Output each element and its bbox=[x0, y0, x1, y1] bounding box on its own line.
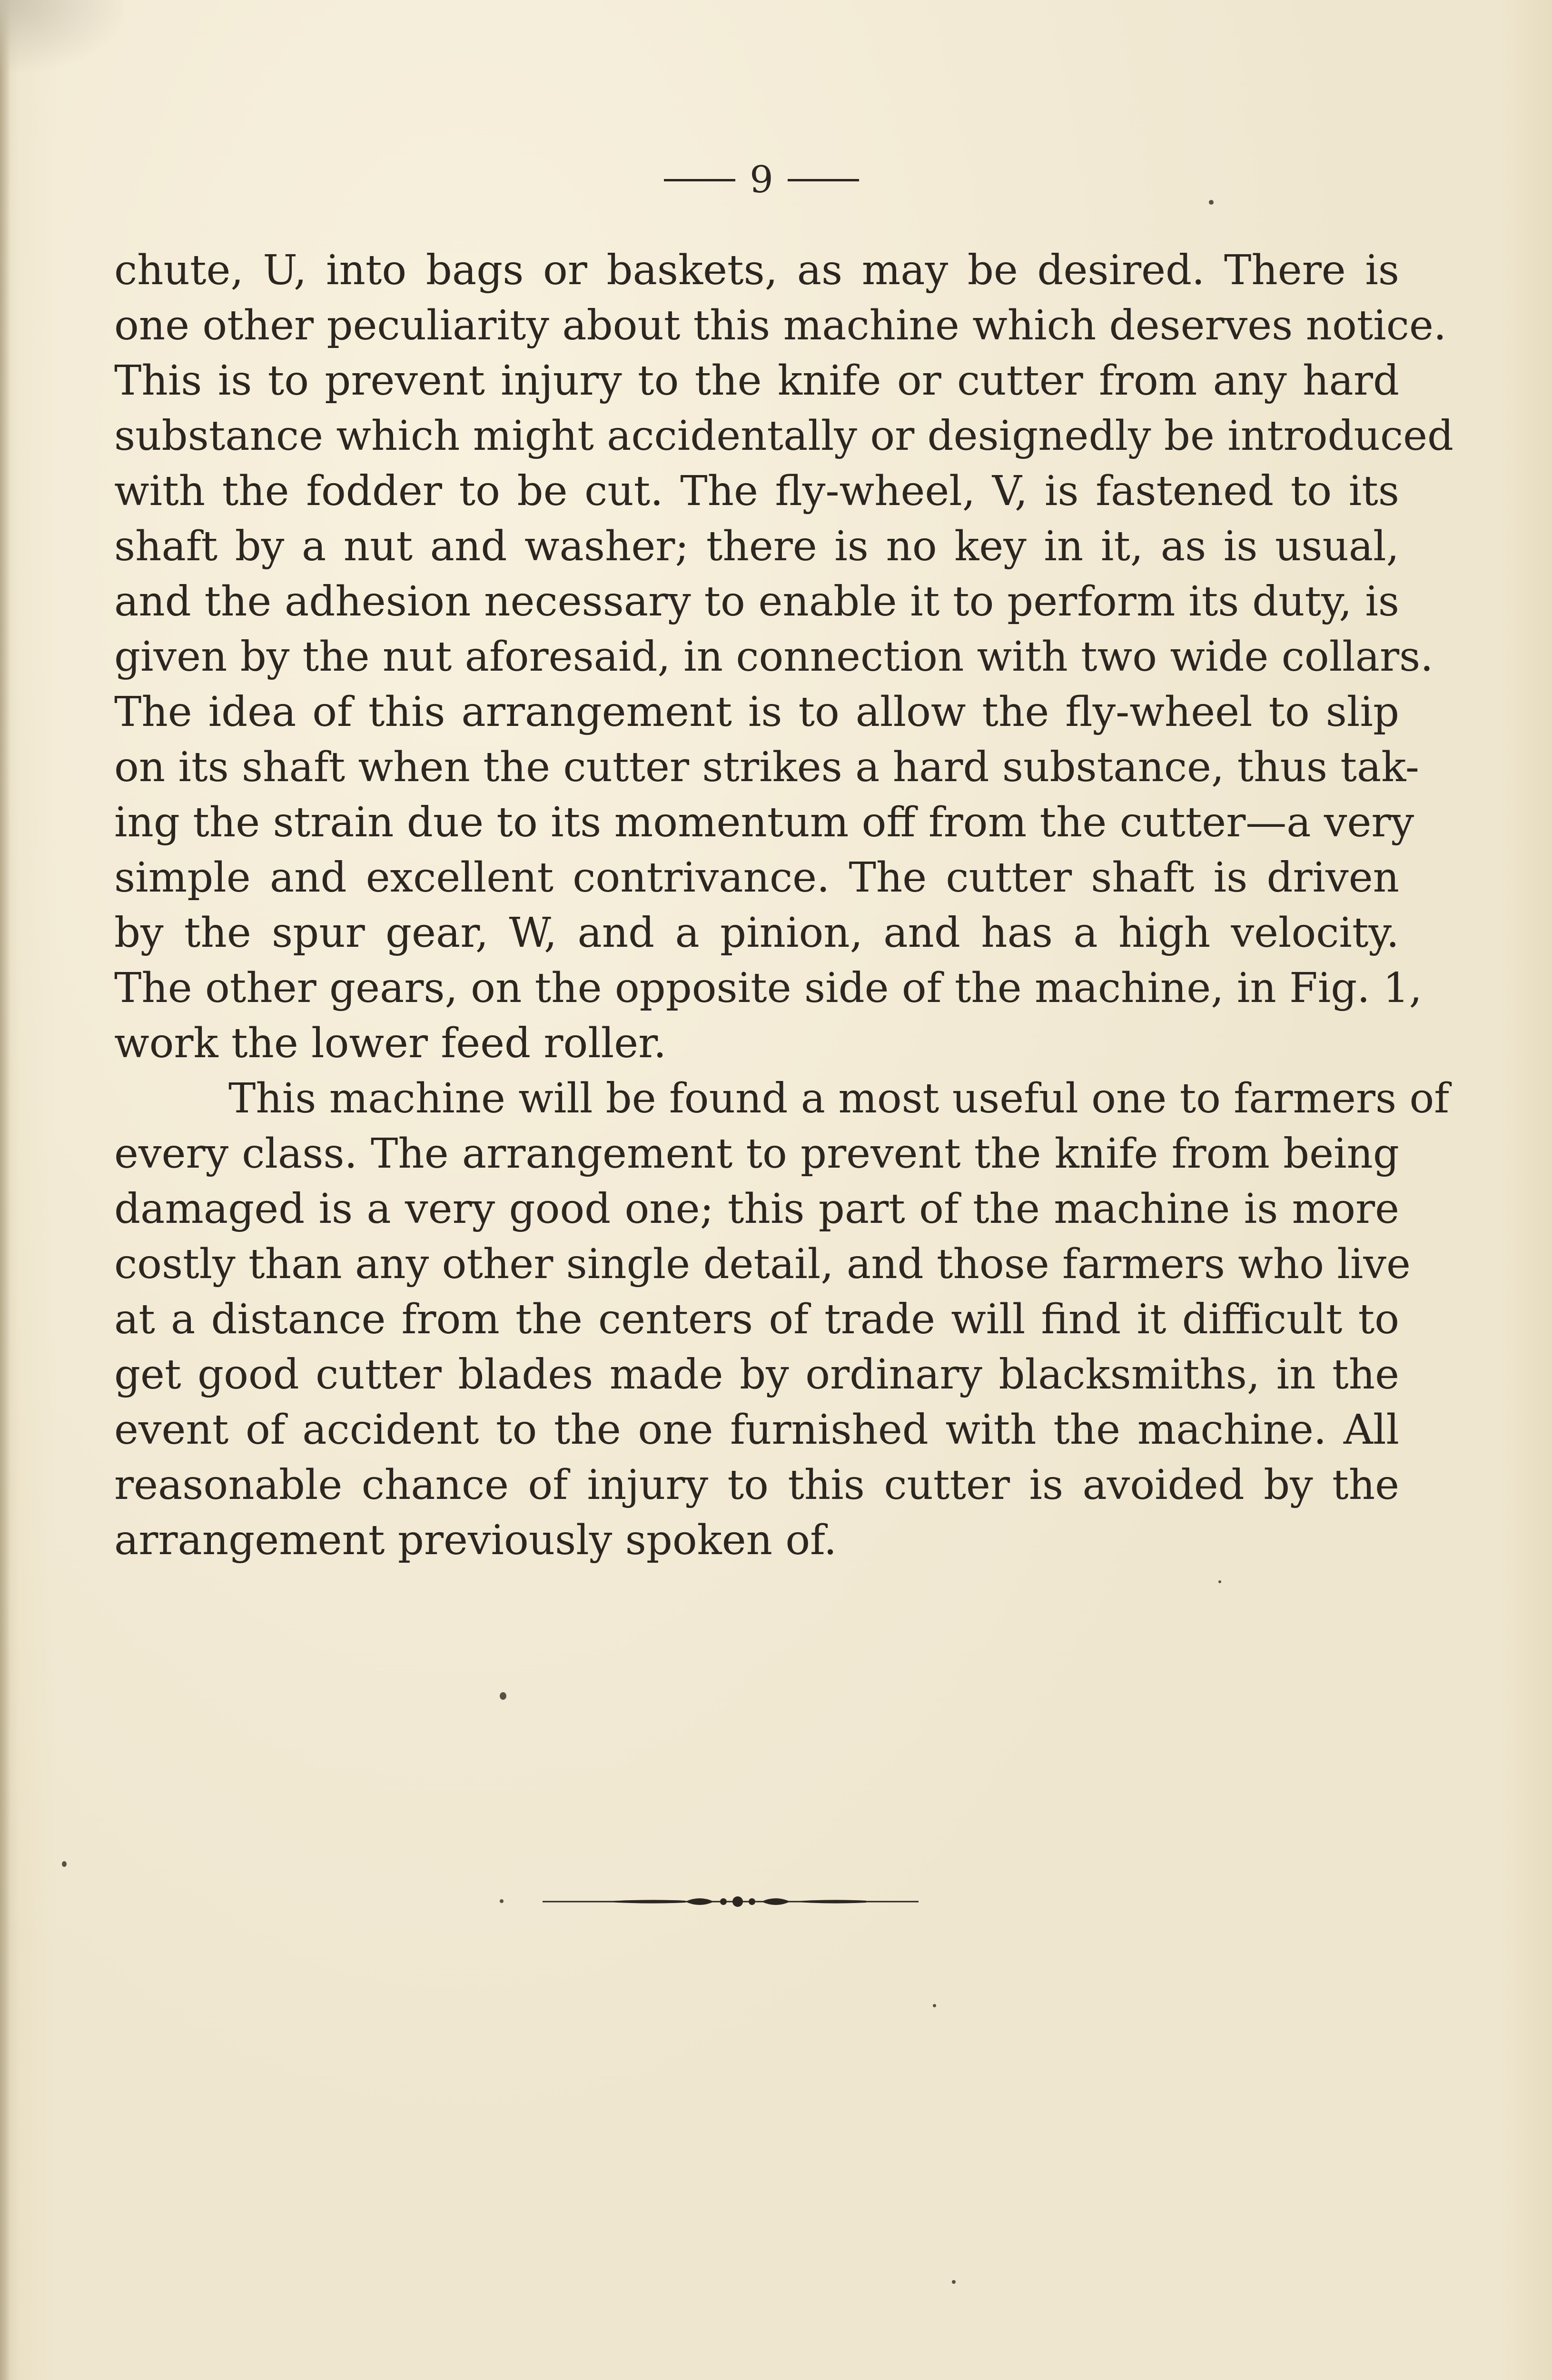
text-line: ing the strain due to its momentum off from the cutter—a very bbox=[114, 799, 1414, 846]
page-number: 9 bbox=[750, 159, 773, 201]
page-header bbox=[619, 151, 904, 208]
ornament-divider bbox=[543, 1892, 919, 1911]
text-line: work the lower feed roller. bbox=[114, 1020, 667, 1067]
text-line: arrangement previously spoken of. bbox=[114, 1517, 837, 1564]
text-line: every class. The arrangement to prevent the knife from being bbox=[114, 1130, 1399, 1178]
text-line: with the fodder to be cut. The fly-wheel, V, is fastened to its bbox=[114, 467, 1399, 515]
text-line: event of accident to the one furnished with the machine. All bbox=[114, 1406, 1399, 1454]
text-line: This is to prevent injury to the knife or cutter from any hard bbox=[114, 357, 1399, 405]
text-line: The other gears, on the opposite side of the machine, in Fig. 1, bbox=[114, 964, 1423, 1012]
text-line: substance which might accidentally or designedly be introduced bbox=[114, 412, 1454, 460]
text-line: simple and excellent contrivance. The cutter shaft is driven bbox=[114, 854, 1399, 902]
text-line: and the adhesion necessary to enable it to perform its duty, is bbox=[114, 578, 1399, 625]
header-dash-right bbox=[788, 179, 859, 181]
text-line: chute, U, into bags or baskets, as may be desired. There is bbox=[114, 247, 1399, 294]
text-line: shaft by a nut and washer; there is no key in it, as is usual, bbox=[114, 523, 1399, 570]
text-line: costly than any other single detail, and those farmers who live bbox=[114, 1240, 1411, 1288]
body-text bbox=[114, 243, 1454, 1568]
text-line: The idea of this arrangement is to allow the fly-wheel to slip bbox=[114, 688, 1399, 736]
text-line: at a distance from the centers of trade will find it difficult to bbox=[114, 1296, 1399, 1343]
spine-shadow bbox=[0, 0, 10, 2380]
paragraph-1 bbox=[114, 243, 1454, 1071]
text-line: reasonable chance of injury to this cutter is avoided by the bbox=[114, 1461, 1399, 1509]
text-line: get good cutter blades made by ordinary blacksmiths, in the bbox=[114, 1351, 1399, 1398]
text-line: by the spur gear, W, and a pinion, and has a high velocity. bbox=[114, 909, 1399, 957]
text-line: damaged is a very good one; this part of the machine is more bbox=[114, 1185, 1399, 1233]
paragraph-2 bbox=[114, 1071, 1450, 1568]
header-dash-left bbox=[664, 179, 735, 181]
text-line: on its shaft when the cutter strikes a hard substance, thus tak- bbox=[114, 744, 1419, 791]
corner-wear bbox=[0, 0, 124, 71]
text-line: given by the nut aforesaid, in connection with two wide collars. bbox=[114, 633, 1433, 681]
text-line: one other peculiarity about this machine which deserves notice. bbox=[114, 302, 1447, 349]
text-line: This machine will be found a most useful one to farmers of bbox=[228, 1075, 1450, 1122]
